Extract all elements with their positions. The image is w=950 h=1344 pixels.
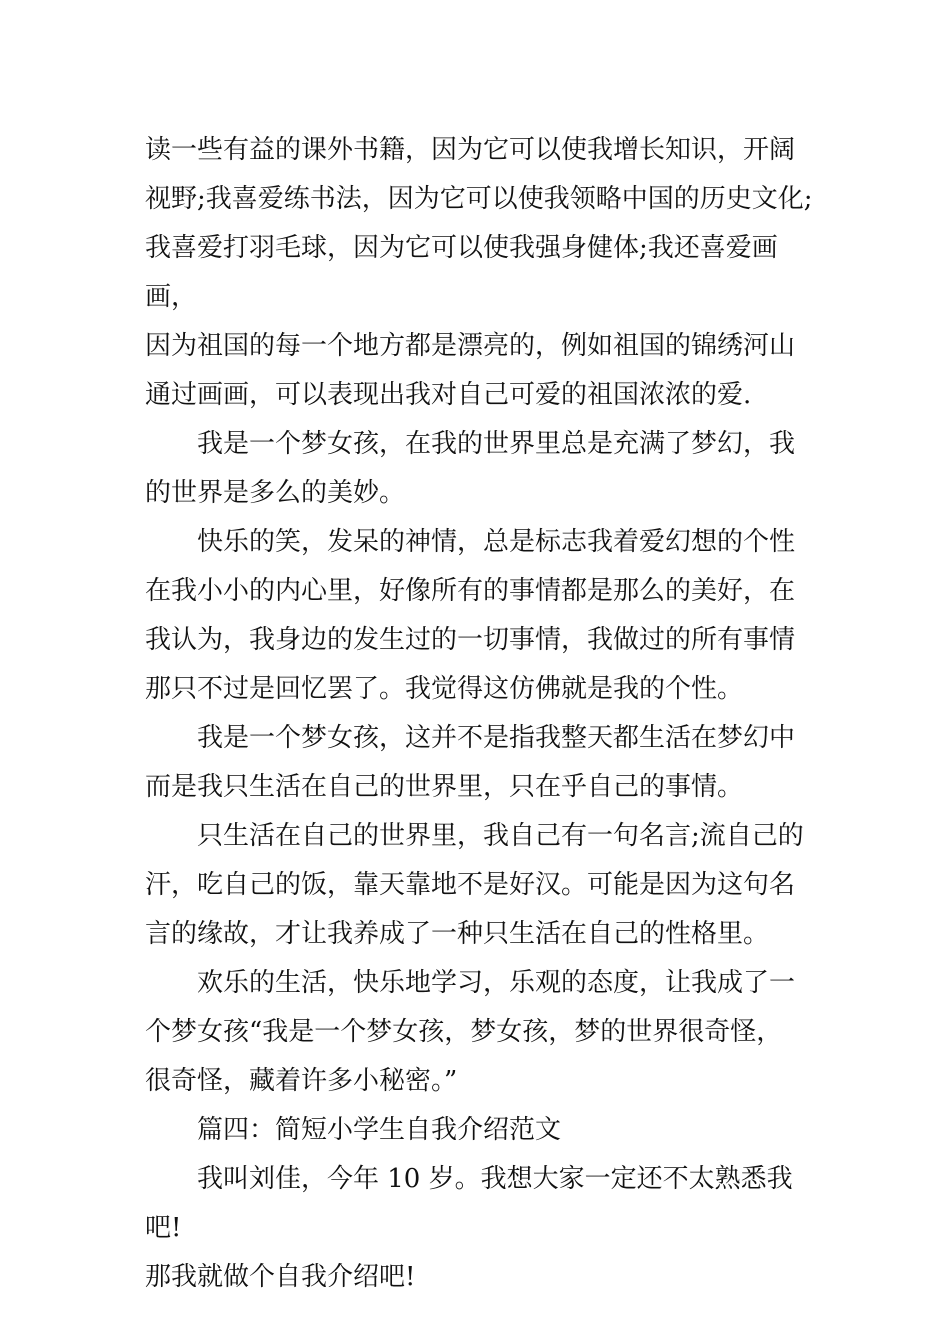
text-line: 在我小小的内心里，好像所有的事情都是那么的美好，在 — [145, 576, 796, 606]
text-line: 通过画画，可以表现出我对自己可爱的祖国浓浓的爱. — [145, 380, 752, 410]
text-line: 那我就做个自我介绍吧! — [145, 1262, 416, 1292]
text-line: 那只不过是回忆罢了。我觉得这仿佛就是我的个性。 — [145, 674, 744, 704]
text-line: 我认为，我身边的发生过的一切事情，我做过的所有事情 — [145, 625, 796, 655]
text-line: 因为祖国的每一个地方都是漂亮的，例如祖国的锦绣河山 — [145, 331, 796, 361]
text-line: 汗，吃自己的饭，靠天靠地不是好汉。可能是因为这句名 — [145, 870, 796, 900]
document-body — [145, 126, 815, 1302]
section-heading — [145, 1106, 815, 1155]
text-line: 欢乐的生活，快乐地学习，乐观的态度，让我成了一 — [197, 968, 796, 998]
text-line: 读一些有益的课外书籍，因为它可以使我增长知识，开阔 — [145, 135, 796, 165]
paragraph-personality — [145, 518, 815, 714]
paragraph-motto — [145, 812, 815, 959]
text-line: 只生活在自己的世界里，我自己有一句名言;流自己的 — [197, 821, 804, 851]
text-line: 快乐的笑，发呆的神情，总是标志我着爱幻想的个性 — [197, 527, 796, 557]
text-line: 的世界是多么的美妙。 — [145, 478, 406, 508]
paragraph-introduction — [145, 1155, 815, 1302]
text-line: 言的缘故，才让我养成了一种只生活在自己的性格里。 — [145, 919, 770, 949]
paragraph-hobbies — [145, 126, 815, 420]
paragraph-own-world — [145, 714, 815, 812]
paragraph-happy-life — [145, 959, 815, 1106]
text-line: 我是一个梦女孩，这并不是指我整天都生活在梦幻中 — [197, 723, 796, 753]
text-line: 我是一个梦女孩，在我的世界里总是充满了梦幻，我 — [197, 429, 796, 459]
text-line: 我喜爱打羽毛球，因为它可以使我强身健体;我还喜爱画画， — [145, 233, 778, 312]
text-line: 很奇怪，藏着许多小秘密。” — [145, 1066, 458, 1096]
text-line: 篇四：简短小学生自我介绍范文 — [197, 1115, 562, 1145]
text-line: 个梦女孩“我是一个梦女孩，梦女孩，梦的世界很奇怪， — [145, 1017, 783, 1047]
text-line: 而是我只生活在自己的世界里，只在乎自己的事情。 — [145, 772, 744, 802]
text-line: 视野;我喜爱练书法，因为它可以使我领略中国的历史文化; — [145, 184, 813, 214]
text-line: 我叫刘佳，今年 10 岁。我想大家一定还不太熟悉我吧! — [145, 1164, 793, 1243]
paragraph-dream-girl — [145, 420, 815, 518]
